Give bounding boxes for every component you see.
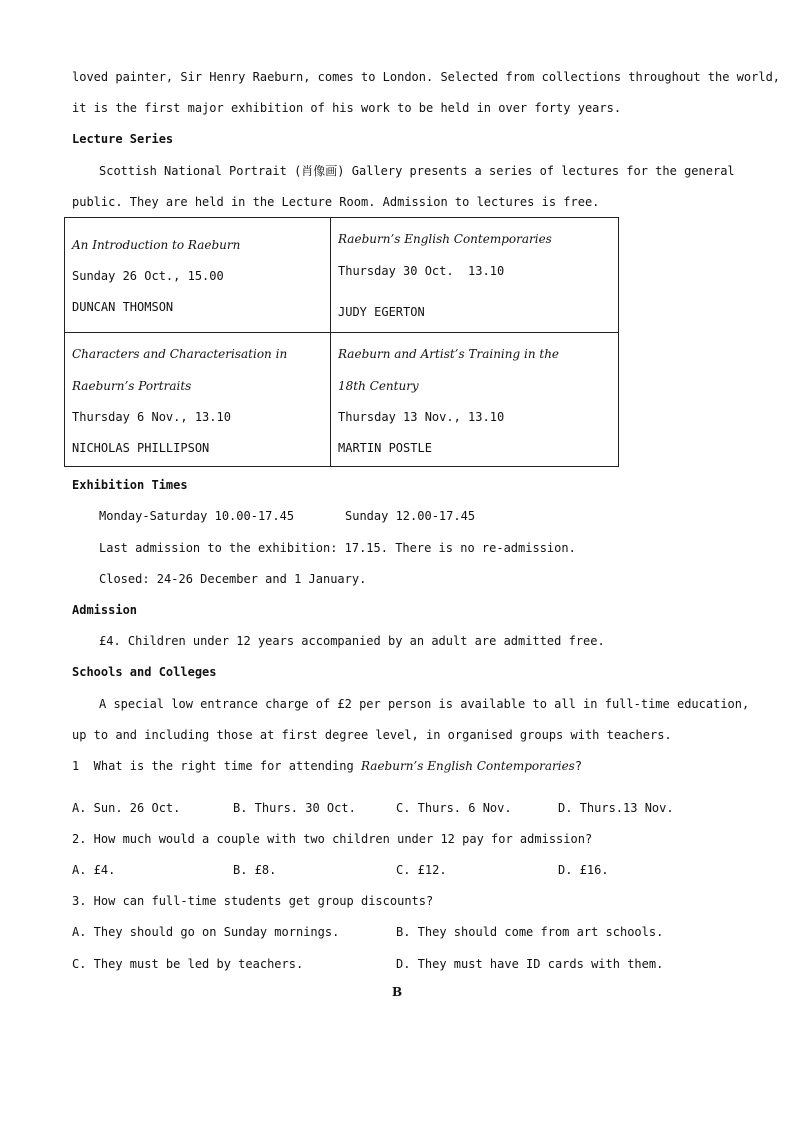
lecture-para-2: public. They are held in the Lecture Room. Admission to lectures is free. (72, 195, 600, 209)
lecture-2-title: Raeburn’s English Contemporaries (338, 232, 552, 246)
lecture-2-date: Thursday 30 Oct. 13.10 (338, 264, 505, 278)
lecture-3-date: Thursday 6 Nov., 13.10 (72, 410, 231, 424)
lecture-4-title-line-2: 18th Century (338, 379, 419, 393)
q1-option-a[interactable]: A. Sun. 26 Oct. (72, 801, 181, 815)
lecture-table (64, 217, 619, 467)
lecture-2-speaker: JUDY EGERTON (338, 305, 425, 319)
section-label: B (392, 985, 403, 999)
q2-option-c[interactable]: C. £12. (396, 863, 447, 877)
question-2: 2. How much would a couple with two children under 12 pay for admission? (72, 832, 593, 846)
question-1-suffix: ? (574, 759, 583, 773)
lecture-3-title-line-1: Characters and Characterisation in (72, 347, 288, 361)
admission-text: £4. Children under 12 years accompanied by an adult are admitted free. (99, 634, 605, 648)
q3-option-c[interactable]: C. They must be led by teachers. (72, 957, 304, 971)
question-1 (72, 758, 582, 774)
lecture-4-title-line-1: Raeburn and Artist’s Training in the (338, 347, 560, 361)
times-closed: Closed: 24-26 December and 1 January. (99, 572, 367, 586)
intro-line-1: loved painter, Sir Henry Raeburn, comes to London. Selected from collections throughout the world, (72, 70, 781, 84)
lecture-4-date: Thursday 13 Nov., 13.10 (338, 410, 505, 424)
lecture-3-title-line-2: Raeburn’s Portraits (72, 379, 192, 393)
lecture-1-speaker: DUNCAN THOMSON (72, 300, 174, 314)
lecture-1-date: Sunday 26 Oct., 15.00 (72, 269, 224, 283)
schools-heading: Schools and Colleges (72, 665, 217, 679)
question-3: 3. How can full-time students get group discounts? (72, 894, 434, 908)
q1-option-d[interactable]: D. Thurs.13 Nov. (558, 801, 674, 815)
q1-option-c[interactable]: C. Thurs. 6 Nov. (396, 801, 512, 815)
q2-option-d[interactable]: D. £16. (558, 863, 609, 877)
schools-para-1: A special low entrance charge of £2 per person is available to all in full-time education, (99, 697, 750, 711)
q2-option-a[interactable]: A. £4. (72, 863, 116, 877)
q1-option-b[interactable]: B. Thurs. 30 Oct. (233, 801, 356, 815)
q2-option-b[interactable]: B. £8. (233, 863, 277, 877)
times-weekday: Monday-Saturday 10.00-17.45 (99, 509, 295, 523)
q3-option-d[interactable]: D. They must have ID cards with them. (396, 957, 664, 971)
admission-heading: Admission (72, 603, 138, 617)
lecture-para-1: Scottish National Portrait (肖像画) Gallery presents a series of lectures for the general (99, 164, 735, 178)
lecture-4-speaker: MARTIN POSTLE (338, 441, 432, 455)
lecture-1-title: An Introduction to Raeburn (72, 238, 241, 252)
q3-option-b[interactable]: B. They should come from art schools. (396, 925, 664, 939)
times-last-admission: Last admission to the exhibition: 17.15. There is no re-admission. (99, 541, 576, 555)
times-heading: Exhibition Times (72, 478, 188, 492)
table-divider-horizontal (65, 332, 618, 333)
question-1-italic: Raeburn’s English Contemporaries (360, 759, 575, 773)
q3-option-a[interactable]: A. They should go on Sunday mornings. (72, 925, 340, 939)
question-1-text: 1 What is the right time for attending (72, 759, 361, 773)
lecture-heading: Lecture Series (72, 132, 174, 146)
intro-line-2: it is the first major exhibition of his work to be held in over forty years. (72, 101, 622, 115)
times-sunday: Sunday 12.00-17.45 (345, 509, 476, 523)
table-divider-vertical (330, 218, 331, 466)
lecture-3-speaker: NICHOLAS PHILLIPSON (72, 441, 210, 455)
schools-para-2: up to and including those at first degree level, in organised groups with teachers. (72, 728, 672, 742)
